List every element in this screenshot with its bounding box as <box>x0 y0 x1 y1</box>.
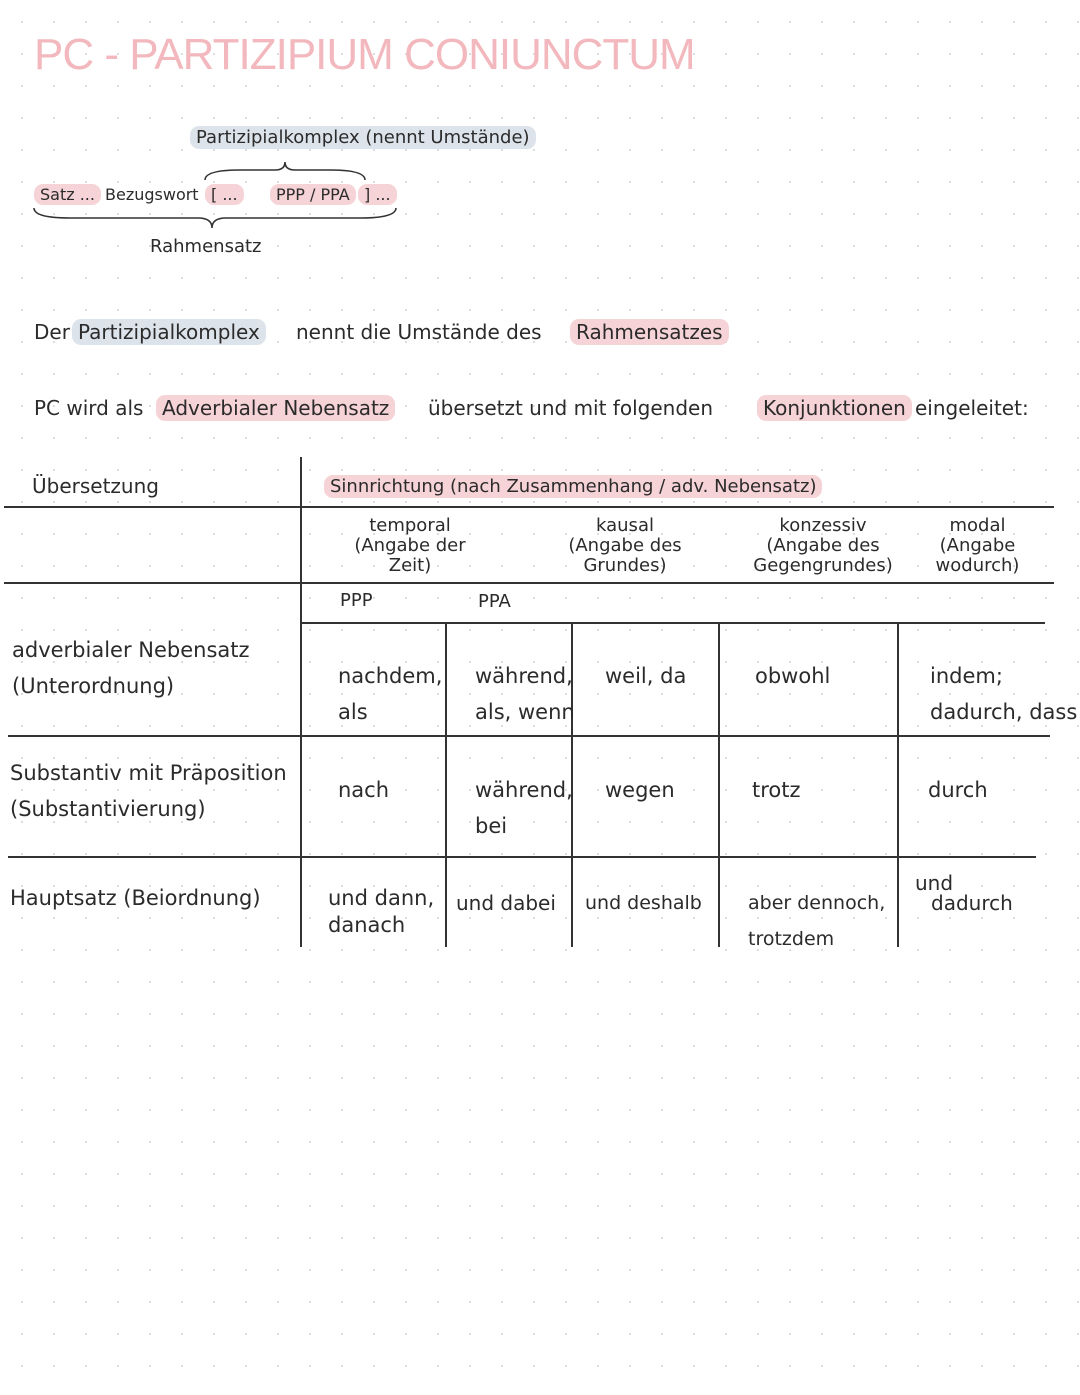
table-hline-1 <box>4 506 1054 508</box>
row3-ppp-line1: und dann, <box>328 886 435 910</box>
header-temporal-desc2: Zeit) <box>388 555 432 576</box>
header-temporal-name: temporal <box>369 515 451 536</box>
row3-konzessiv-line1: aber dennoch, <box>748 892 886 914</box>
sentence1-partizipialkomplex: Partizipialkomplex <box>72 319 266 345</box>
table-hline-3 <box>300 622 1045 624</box>
header-konzessiv-desc1: (Angabe des <box>766 535 880 556</box>
sentence1-word1: Der <box>34 320 70 344</box>
header-kausal-desc1: (Angabe des <box>568 535 682 556</box>
row3-modal <box>915 873 1013 913</box>
row3-label: Hauptsatz (Beiordnung) <box>10 886 261 910</box>
row2-label <box>10 755 287 827</box>
header-ppa: PPA <box>478 591 511 612</box>
header-konzessiv-name: konzessiv <box>779 515 867 536</box>
table-uebersetzung-header: Übersetzung <box>32 474 159 498</box>
row1-ppa <box>475 658 575 730</box>
header-temporal <box>330 516 490 576</box>
header-kausal-desc2: Grundes) <box>583 555 667 576</box>
table-hline-5 <box>8 856 1036 858</box>
table-vline-modal <box>897 622 899 947</box>
diagram-bracket-close: ] ... <box>358 184 397 205</box>
sentence1-middle: nennt die Umstände des <box>296 320 542 344</box>
row1-ppa-line2: als, wenn <box>475 700 575 724</box>
header-modal <box>915 516 1040 576</box>
header-modal-name: modal <box>949 515 1006 536</box>
row2-ppp: nach <box>338 778 390 802</box>
sentence2-konjunktionen: Konjunktionen <box>757 395 912 421</box>
table-hline-2 <box>4 582 1054 584</box>
row2-modal: durch <box>928 778 988 802</box>
header-modal-desc2: wodurch) <box>935 555 1020 576</box>
row1-label <box>12 632 250 704</box>
row2-label-line2: (Substantivierung) <box>10 797 206 821</box>
header-konzessiv-desc2: Gegengrundes) <box>753 555 893 576</box>
row3-ppp <box>328 885 434 939</box>
bottom-curly-brace <box>30 206 400 230</box>
top-curly-brace <box>200 160 370 184</box>
diagram-satz: Satz ... <box>34 184 101 205</box>
row1-konzessiv: obwohl <box>755 664 831 688</box>
row3-ppa: und dabei <box>456 891 556 915</box>
table-vline-main <box>300 457 302 947</box>
row2-ppa-line2: bei <box>475 814 508 838</box>
diagram-bottom-label: Rahmensatz <box>150 236 262 257</box>
row1-ppp-line1: nachdem, <box>338 664 443 688</box>
header-kausal-name: kausal <box>596 515 654 536</box>
sentence2-adverbialer: Adverbialer Nebensatz <box>156 395 395 421</box>
sentence2-middle: übersetzt und mit folgenden <box>428 396 713 420</box>
row2-ppa-line1: während, <box>475 778 573 802</box>
row2-konzessiv: trotz <box>752 778 801 802</box>
diagram-top-label: Partizipialkomplex (nennt Umstände) <box>190 126 536 149</box>
sentence2-start: PC wird als <box>34 396 144 420</box>
row2-ppa <box>475 772 573 844</box>
row1-modal <box>930 658 1077 730</box>
row3-konzessiv <box>748 885 885 957</box>
row1-label-line2: (Unterordnung) <box>12 674 175 698</box>
page-title: PC - PARTIZIPIUM CONIUNCTUM <box>34 30 695 79</box>
row3-modal-line1: und <box>915 871 954 895</box>
table-hline-4 <box>8 735 1050 737</box>
diagram-bracket-open: [ ... <box>205 184 244 205</box>
row3-kausal: und deshalb <box>585 892 702 914</box>
table-sinnrichtung-header: Sinnrichtung (nach Zusammenhang / adv. Nebensatz) <box>324 475 822 498</box>
sentence1-rahmensatzes: Rahmensatzes <box>570 319 729 345</box>
header-temporal-desc1: (Angabe der <box>354 535 466 556</box>
row1-modal-line2: dadurch, dass <box>930 700 1078 724</box>
row3-konzessiv-line2: trotzdem <box>748 928 835 950</box>
header-ppp: PPP <box>340 590 373 611</box>
header-konzessiv <box>738 516 908 576</box>
row2-label-line1: Substantiv mit Präposition <box>10 761 287 785</box>
row1-ppa-line1: während, <box>475 664 573 688</box>
row1-label-line1: adverbialer Nebensatz <box>12 638 250 662</box>
table-vline-konzessiv <box>718 622 720 947</box>
row3-modal-line2: dadurch <box>931 891 1013 915</box>
row1-ppp <box>338 658 442 730</box>
diagram-ppp-ppa: PPP / PPA <box>270 184 356 205</box>
row1-ppp-line2: als <box>338 700 368 724</box>
sentence2-end: eingeleitet: <box>915 396 1029 420</box>
row1-modal-line1: indem; <box>930 664 1003 688</box>
diagram-bezugswort: Bezugswort <box>105 185 199 204</box>
header-kausal <box>555 516 695 576</box>
row1-kausal: weil, da <box>605 664 687 688</box>
row2-kausal: wegen <box>605 778 675 802</box>
header-modal-desc1: (Angabe <box>939 535 1016 556</box>
row3-ppp-line2: danach <box>328 913 406 937</box>
table-vline-ppa <box>445 622 447 947</box>
